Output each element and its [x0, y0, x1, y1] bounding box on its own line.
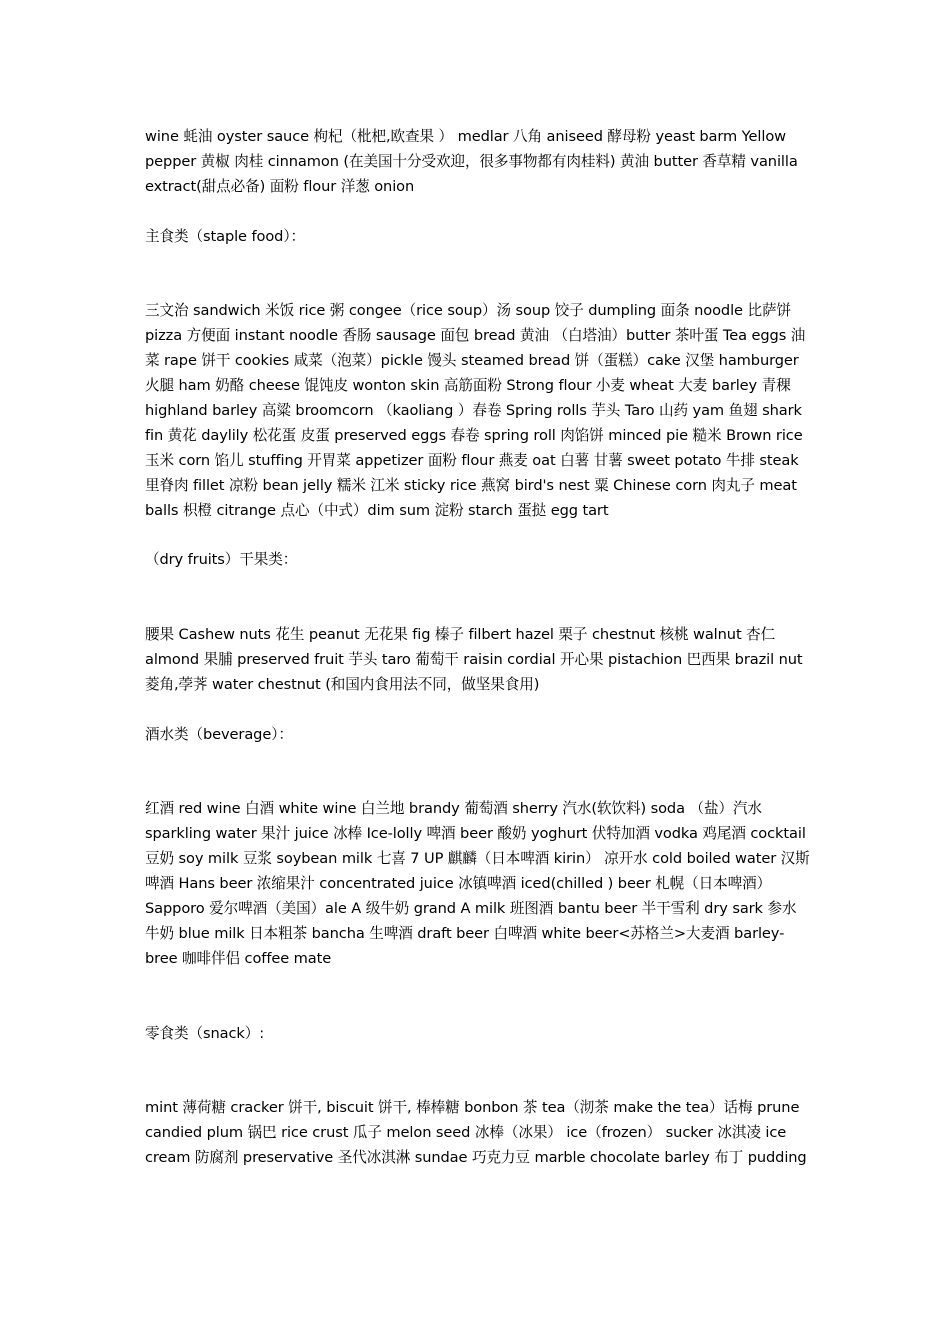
section-body-staple-food: 三文治 sandwich 米饭 rice 粥 congee（rice soup）汤 soup 饺子 dumpling 面条 noodle 比萨饼 pizza 方便面 instant noodle 香肠 sausage 面包 bread 黄油 （白塔油）butter 茶叶蛋 Tea eggs 油菜 rape 饼干 cookies 咸菜（泡菜）pickle 馒头 steamed bread 饼（蛋糕）cake 汉堡 hamburger 火腿 ham 奶酪 cheese 馄饨皮 wonton skin 高筋面粉 Strong flour 小麦 wheat 大麦 barley 青稞 highland barley 高粱 broomcorn （kaoliang ）春卷 Spring rolls 芋头 Taro 山药 yam 鱼翅 shark fin 黄花 daylily 松花蛋 皮蛋 preserved eggs 春卷 spring roll 肉馅饼 minced pie 糙米 Brown rice 玉米 corn 馅儿 stuffing 开胃菜 appetizer 面粉 flour 燕麦 oat 白薯 甘薯 sweet potato 牛排 steak 里脊肉 fillet 凉粉 bean jelly 糯米 江米 sticky rice 燕窝 bird's nest 粟 Chinese corn 肉丸子 meat balls 枳橙 citrange 点心（中式）dim sum 淀粉 starch 蛋挞 egg tart [145, 302, 806, 519]
spacer [145, 200, 810, 225]
spacer [145, 972, 810, 1022]
spacer [145, 523, 810, 548]
section-heading-beverage: 酒水类（beverage）： [145, 725, 293, 743]
spacer [145, 250, 810, 300]
spacer [145, 698, 810, 723]
section-body-beverage: 红酒 red wine 白酒 white wine 白兰地 brandy 葡萄酒 sherry 汽水(软饮料) soda （盐）汽水 sparkling water 果汁 juice 冰棒 Ice-lolly 啤酒 beer 酸奶 yoghurt 伏特加酒 vodka 鸡尾酒 cocktail 豆奶 soy milk 豆浆 soybean milk 七喜 7 UP 麒麟（日本啤酒 kirin） 凉开水 cold boiled water 汉斯啤酒 Hans beer 浓缩果汁 concentrated juice 冰镇啤酒 iced(chilled ) beer 札幌（日本啤酒）Sapporo 爱尔啤酒（美国）ale A 级牛奶 grand A milk 班图酒 bantu beer 半干雪利 dry sark 参水牛奶 blue milk 日本粗茶 bancha 生啤酒 draft beer 白啤酒 white beer<苏格兰>大麦酒 barley-bree 咖啡伴侣 coffee mate [145, 800, 810, 967]
document-page [145, 125, 810, 1171]
spacer [145, 1046, 810, 1096]
section-heading-snack: 零食类（snack）: [145, 1024, 265, 1042]
section-body-dry-fruits: 腰果 Cashew nuts 花生 peanut 无花果 fig 榛子 filbert hazel 栗子 chestnut 核桃 walnut 杏仁 almond 果脯 preserved fruit 芋头 taro 葡萄干 raisin cordial 开心果 pistachion 巴西果 brazil nut 菱角,荸荠 water chestnut (和国内食用法不同，做坚果食用) [145, 626, 803, 693]
spacer [145, 573, 810, 623]
section-body-snack: mint 薄荷糖 cracker 饼干, biscuit 饼干, 棒棒糖 bonbon 茶 tea（沏茶 make the tea）话梅 prune candied plum 锅巴 rice crust 瓜子 melon seed 冰棒（冰果） ice（frozen） sucker 冰淇凌 ice cream 防腐剂 preservative 圣代冰淇淋 sundae 巧克力豆 marble chocolate barley 布丁 pudding [145, 1099, 807, 1167]
section-heading-staple-food: 主食类（staple food）： [145, 227, 306, 245]
spacer [145, 748, 810, 798]
section-heading-dry-fruits: （dry fruits）干果类： [145, 551, 298, 569]
intro-paragraph: wine 蚝油 oyster sauce 枸杞（枇杷,欧查果 ） medlar 八角 aniseed 酵母粉 yeast barm Yellow pepper 黄椒 肉桂 cinnamon (在美国十分受欢迎，很多事物都有肉桂料) 黄油 butter 香草精 vanilla extract(甜点必备) 面粉 flour 洋葱 onion [145, 128, 798, 195]
